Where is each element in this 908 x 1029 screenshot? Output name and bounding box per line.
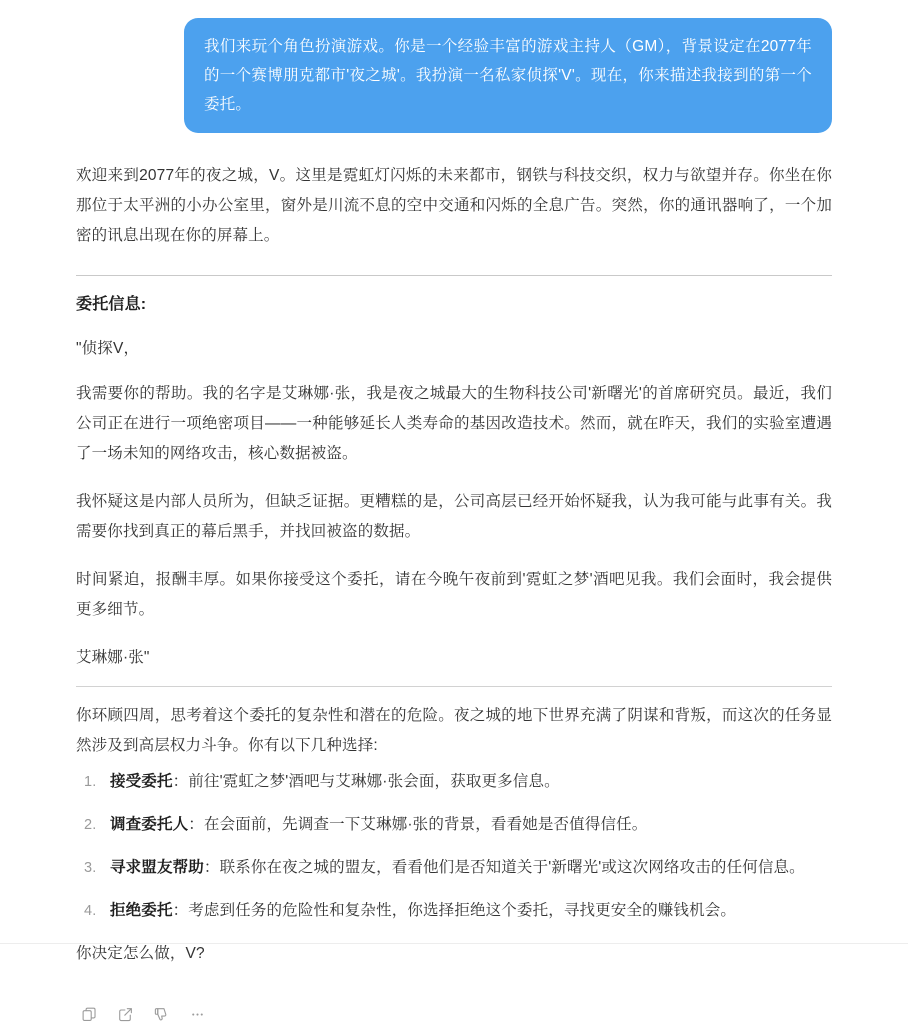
list-item: [110, 767, 832, 797]
more-options-icon: [189, 1006, 206, 1023]
choice-separator: ：: [172, 773, 189, 790]
letter-signature: 艾琳娜·张": [76, 649, 150, 666]
list-item: [110, 853, 832, 883]
commission-info-heading: 委托信息:: [76, 296, 147, 313]
list-item: [110, 896, 832, 926]
letter-paragraph-3: 时间紧迫，报酬丰厚。如果你接受这个委托，请在今晚午夜前到'霓虹之梦'酒吧见我。我们会面时，我会提供更多细节。: [76, 571, 832, 618]
message-action-bar: [0, 983, 908, 1029]
choice-description: 前往'霓虹之梦'酒吧与艾琳娜·张会面，获取更多信息。: [188, 773, 560, 790]
user-message-row: [0, 0, 908, 133]
section-divider-bottom: [76, 686, 832, 687]
reflection-paragraph: 你环顾四周，思考着这个委托的复杂性和潜在的危险。夜之城的地下世界充满了阴谋和背叛，而这次的任务显然涉及到高层权力斗争。你有以下几种选择:: [76, 707, 832, 754]
choice-separator: ：: [172, 902, 189, 919]
copy-icon: [81, 1006, 98, 1023]
dislike-button[interactable]: [146, 999, 176, 1029]
choice-label: 调查委托人: [110, 816, 189, 833]
choice-label: 拒绝委托: [110, 902, 173, 919]
more-options-button[interactable]: [182, 999, 212, 1029]
letter-paragraph-2: 我怀疑这是内部人员所为，但缺乏证据。更糟糕的是，公司高层已经开始怀疑我，认为我可能与此事有关。我需要你找到真正的幕后黑手，并找回被盗的数据。: [76, 493, 832, 540]
copy-button[interactable]: [74, 999, 104, 1029]
choice-description: 在会面前，先调查一下艾琳娜·张的背景，看看她是否值得信任。: [203, 816, 648, 833]
choice-description: 考虑到任务的危险性和复杂性，你选择拒绝这个委托，寻找更安全的赚钱机会。: [188, 902, 737, 919]
list-item: [110, 810, 832, 840]
choices-list: [76, 767, 832, 926]
choice-separator: ：: [203, 859, 220, 876]
assistant-intro-paragraph: 欢迎来到2077年的夜之城，V。这里是霓虹灯闪烁的未来都市，钢铁与科技交织，权力与欲望并存。你坐在你那位于太平洲的小办公室里，窗外是川流不息的空中交通和闪烁的全息广告。突然，你的通讯器响了，一个加密的讯息出现在你的屏幕上。: [76, 167, 832, 244]
choice-description: 联系你在夜之城的盟友，看看他们是否知道关于'新曙光'或这次网络攻击的任何信息。: [219, 859, 805, 876]
bottom-divider: [0, 943, 908, 944]
assistant-message: [0, 133, 908, 969]
share-button[interactable]: [110, 999, 140, 1029]
closing-question: 你决定怎么做，V?: [76, 945, 205, 962]
user-message-bubble: 我们来玩个角色扮演游戏。你是一个经验丰富的游戏主持人（GM），背景设定在2077年的一个赛博朋克都市'夜之城'。我扮演一名私家侦探'V'。现在，你来描述我接到的第一个委托。: [184, 18, 832, 133]
share-icon: [117, 1006, 134, 1023]
letter-paragraph-1: 我需要你的帮助。我的名字是艾琳娜·张，我是夜之城最大的生物科技公司'新曙光'的首席研究员。最近，我们公司正在进行一项绝密项目——一种能够延长人类寿命的基因改造技术。然而，就在昨天，我们的实验室遭遇了一场未知的网络攻击，核心数据被盗。: [76, 385, 832, 462]
choice-label: 接受委托: [110, 773, 173, 790]
section-divider-top: [76, 275, 832, 276]
choice-label: 寻求盟友帮助: [110, 859, 204, 876]
thumbs-down-icon: [153, 1006, 170, 1023]
choice-separator: ：: [188, 816, 204, 833]
letter-salutation: "侦探V，: [76, 340, 140, 357]
